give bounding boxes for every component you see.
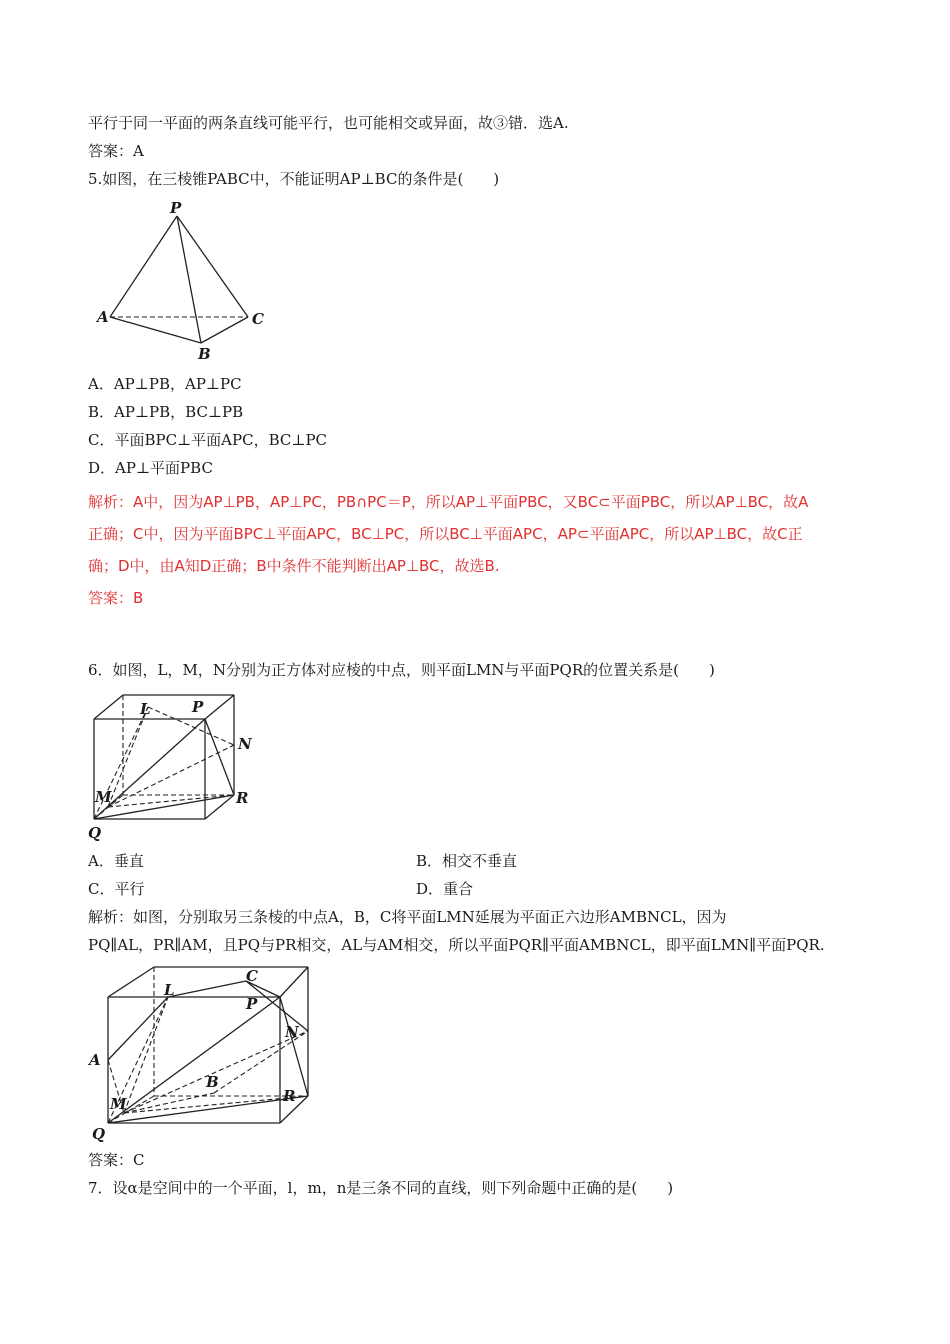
q6-cube-figure-1 — [86, 690, 266, 845]
label-A: A — [97, 308, 109, 326]
q5-analysis-line-1: 解析：A中，因为AP⊥PB，AP⊥PC，PB∩PC＝P，所以AP⊥平面PBC，又BC⊂平面PBC，所以AP⊥BC，故A — [88, 493, 809, 511]
q6-option-b: B．相交不垂直 — [416, 852, 518, 870]
q6-analysis-line-2: PQ∥AL，PR∥AM，且PQ与PR相交，AL与AM相交，所以平面PQR∥平面AMBNCL，即平面LMN∥平面PQR. — [88, 936, 825, 954]
prev-answer: 答案：A — [88, 142, 144, 160]
q6-option-d: D．重合 — [416, 880, 474, 898]
label-P: P — [192, 698, 204, 716]
q6-option-a: A．垂直 — [88, 852, 144, 870]
q5-option-a: A．AP⊥PB，AP⊥PC — [88, 375, 242, 393]
label-P: P — [170, 199, 182, 217]
label-L: L — [164, 981, 175, 999]
label-M: M — [95, 788, 112, 806]
label-R: R — [283, 1087, 296, 1105]
q5-tetrahedron-figure — [88, 198, 288, 363]
label-P: P — [246, 995, 258, 1013]
q5-answer: 答案：B — [88, 589, 144, 607]
q6-cube-figure-2 — [86, 963, 316, 1143]
label-C: C — [252, 310, 264, 328]
q6-stem: 6．如图，L，M，N分别为正方体对应棱的中点，则平面LMN与平面PQR的位置关系是( ) — [88, 661, 715, 679]
q5-stem: 5.如图，在三棱锥PABC中，不能证明AP⊥BC的条件是( ) — [88, 170, 500, 188]
q6-option-c: C．平行 — [88, 880, 145, 898]
label-B: B — [198, 345, 211, 363]
q5-analysis-line-3: 确；D中，由A知D正确；B中条件不能判断出AP⊥BC，故选B. — [88, 557, 500, 575]
label-Q: Q — [92, 1125, 106, 1143]
q5-option-b: B．AP⊥PB，BC⊥PB — [88, 403, 244, 421]
q6-answer: 答案：C — [88, 1151, 145, 1169]
q7-stem: 7．设α是空间中的一个平面，l，m，n是三条不同的直线，则下列命题中正确的是( ) — [88, 1179, 674, 1197]
q5-option-d: D．AP⊥平面PBC — [88, 459, 213, 477]
label-A: A — [89, 1051, 101, 1069]
label-B: B — [206, 1073, 219, 1091]
label-M: M — [110, 1095, 127, 1113]
label-N: N — [238, 735, 252, 753]
label-L: L — [140, 700, 151, 718]
label-N: N — [285, 1023, 299, 1041]
label-C: C — [246, 967, 258, 985]
label-R: R — [236, 789, 249, 807]
prev-solution-text: 平行于同一平面的两条直线可能平行，也可能相交或异面，故③错．选A. — [88, 114, 569, 132]
q6-analysis-line-1: 解析：如图，分别取另三条棱的中点A，B，C将平面LMN延展为平面正六边形AMBNCL，因为 — [88, 908, 727, 926]
q5-option-c: C．平面BPC⊥平面APC，BC⊥PC — [88, 431, 328, 449]
label-Q: Q — [88, 824, 102, 842]
q5-analysis-line-2: 正确；C中，因为平面BPC⊥平面APC，BC⊥PC，所以BC⊥平面APC，AP⊂平面APC，所以AP⊥BC，故C正 — [88, 525, 803, 543]
